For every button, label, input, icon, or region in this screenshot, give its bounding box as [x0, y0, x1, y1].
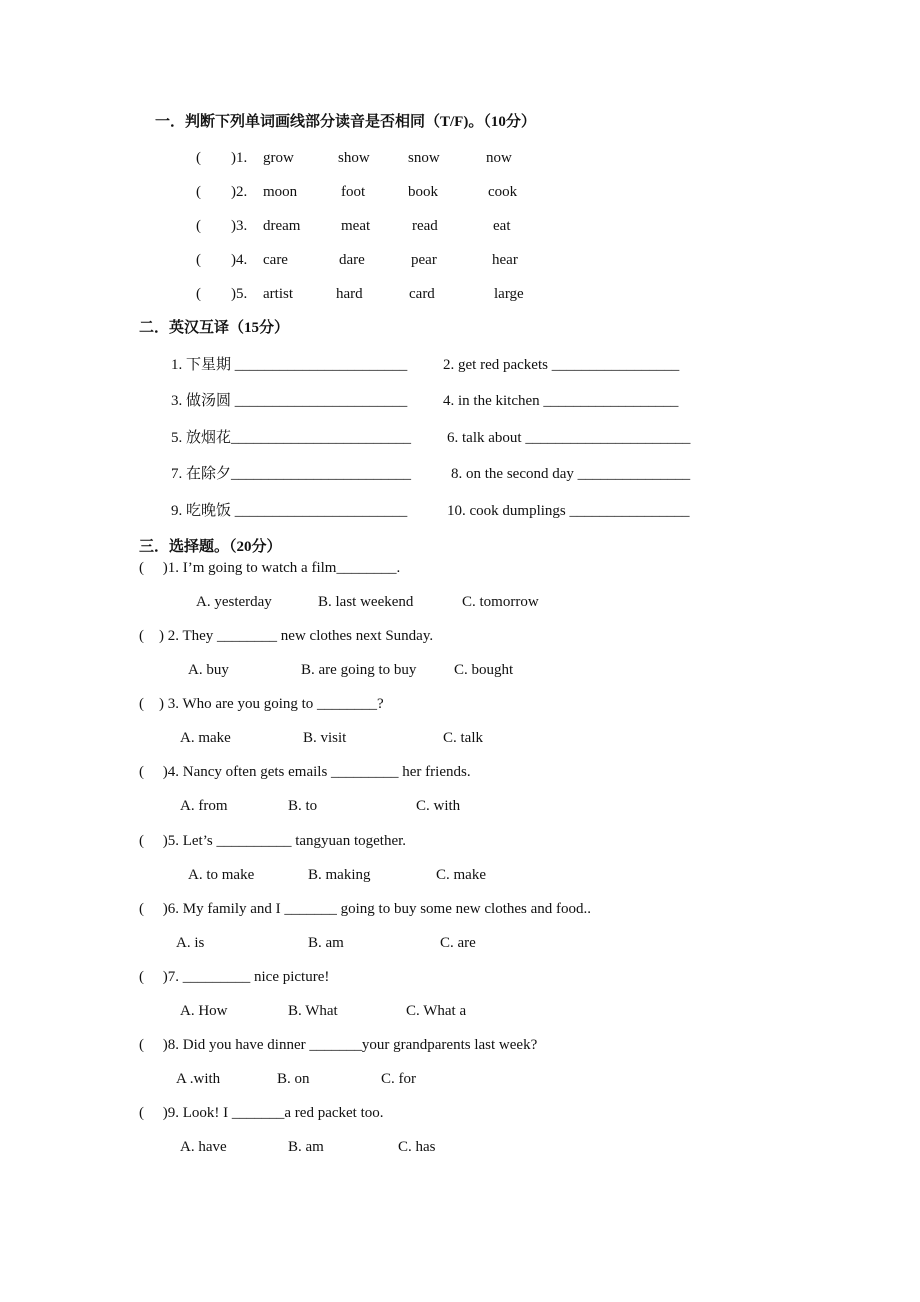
s3-option: A .with	[176, 1071, 221, 1087]
s3-option: B. last weekend	[318, 594, 414, 610]
s3-option: B. am	[308, 935, 344, 951]
section2-title: 二．英汉互译（15分）	[139, 320, 290, 336]
s3-option: A. make	[180, 730, 231, 746]
s2-left-item: 7. 在除夕________________________	[171, 466, 412, 482]
s2-left-item: 1. 下星期 _______________________	[171, 357, 408, 373]
s1-word: hard	[336, 286, 363, 302]
section1-title: 一．判断下列单词画线部分读音是否相同（T/F)。（10分）	[155, 114, 536, 130]
s1-word: eat	[493, 218, 511, 234]
s3-option: B. making	[308, 867, 371, 883]
s1-word: pear	[411, 252, 437, 268]
s3-question-text: ( )6. My family and I _______ going to buy some new clothes and food..	[139, 901, 592, 917]
s2-right-item: 6. talk about ______________________	[447, 430, 691, 446]
s2-left-item: 9. 吃晚饭 _______________________	[171, 503, 408, 519]
s3-option: B. on	[277, 1071, 310, 1087]
s3-question-text: ( )4. Nancy often gets emails _________ her friends.	[139, 764, 471, 780]
s3-option: C. has	[398, 1139, 436, 1155]
s1-word: large	[494, 286, 524, 302]
s3-option: C. make	[436, 867, 486, 883]
section3-title: 三．选择题。（20分）	[139, 539, 282, 555]
s2-right-item: 2. get red packets _________________	[443, 357, 680, 373]
s1-word: show	[338, 150, 370, 166]
s2-right-item: 10. cook dumplings ________________	[447, 503, 690, 519]
s3-option: A. is	[176, 935, 205, 951]
s3-option: C. talk	[443, 730, 483, 746]
s3-question-text: ( )5. Let’s __________ tangyuan together.	[139, 833, 407, 849]
s1-word: moon	[263, 184, 298, 200]
s2-left-item: 5. 放烟花________________________	[171, 430, 412, 446]
s3-option: A. to make	[188, 867, 255, 883]
s1-word: read	[412, 218, 438, 234]
s3-option: A. How	[180, 1003, 228, 1019]
s1-word: artist	[263, 286, 293, 302]
s1-word: now	[486, 150, 512, 166]
s1-word: meat	[341, 218, 371, 234]
s2-left-item: 3. 做汤圆 _______________________	[171, 393, 408, 409]
s2-right-item: 8. on the second day _______________	[451, 466, 691, 482]
s1-word: snow	[408, 150, 440, 166]
s1-item-number: ( )2.	[196, 184, 248, 200]
s3-option: C. tomorrow	[462, 594, 539, 610]
s1-word: card	[409, 286, 435, 302]
s1-item-number: ( )4.	[196, 252, 248, 268]
s3-option: C. with	[416, 798, 461, 814]
s3-option: B. to	[288, 798, 318, 814]
s3-question-text: ( ) 2. They ________ new clothes next Sunday.	[139, 628, 434, 644]
s1-word: cook	[488, 184, 518, 200]
s1-word: dream	[263, 218, 301, 234]
s3-option: C. are	[440, 935, 476, 951]
s1-item-number: ( )5.	[196, 286, 248, 302]
s3-option: B. visit	[303, 730, 347, 746]
s1-item-number: ( )3.	[196, 218, 248, 234]
s3-option: A. from	[180, 798, 228, 814]
s1-item-number: ( )1.	[196, 150, 248, 166]
s3-question-text: ( )7. _________ nice picture!	[139, 969, 330, 985]
s3-option: C. for	[381, 1071, 416, 1087]
s2-right-item: 4. in the kitchen __________________	[443, 393, 679, 409]
s3-option: B. am	[288, 1139, 324, 1155]
s3-option: B. What	[288, 1003, 338, 1019]
s3-option: A. yesterday	[196, 594, 272, 610]
s1-word: grow	[263, 150, 294, 166]
s3-question-text: ( ) 3. Who are you going to ________?	[139, 696, 384, 712]
s3-option: A. buy	[188, 662, 229, 678]
s1-word: care	[263, 252, 288, 268]
s3-question-text: ( )9. Look! I _______a red packet too.	[139, 1105, 384, 1121]
s1-word: book	[408, 184, 438, 200]
s3-option: B. are going to buy	[301, 662, 417, 678]
s1-word: hear	[492, 252, 518, 268]
s3-question-text: ( )1. I’m going to watch a film________.	[139, 560, 401, 576]
s3-option: A. have	[180, 1139, 227, 1155]
s1-word: dare	[339, 252, 365, 268]
s3-option: C. bought	[454, 662, 514, 678]
s3-question-text: ( )8. Did you have dinner _______your grandparents last week?	[139, 1037, 538, 1053]
s3-option: C. What a	[406, 1003, 467, 1019]
s1-word: foot	[341, 184, 366, 200]
